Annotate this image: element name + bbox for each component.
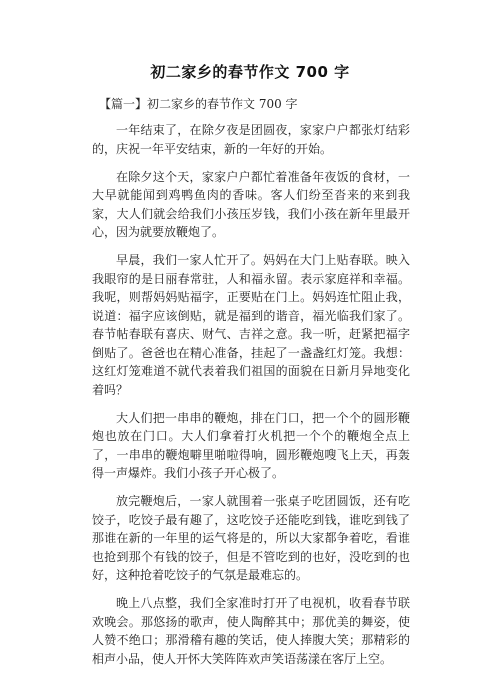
paragraph: 大人们把一串串的鞭炮，排在门口，把一个个的圆形鞭炮也放在门口。大人们拿着打火机把一个个的鞭炮全点上了，一串串的鞭炮噼里啪啦得响，圆形鞭炮嗖飞上天，再轰得一声爆炸。我们小孩子开心极了。: [92, 410, 410, 480]
paragraph: 一年结束了，在除夕夜是团圆夜，家家户户都张灯结彩的，庆祝一年平安结束，新的一年好的开始。: [92, 123, 410, 156]
section-heading: 【篇一】初二家乡的春节作文 700 字: [99, 97, 298, 111]
article-body: [92, 121, 410, 678]
paragraph: 在除夕这个天，家家户户都忙着准备年夜饭的食材，一大早就能闻到鸡鸭鱼肉的香味。客人们纷至沓来的来到我家，大人们就会给我们小孩压岁钱，我们小孩在新年里最开心，因为就要放鞭炮了。: [92, 169, 410, 239]
paragraph: 早晨，我们一家人忙开了。妈妈在大门上贴春联。映入我眼帘的是日丽春常驻，人和福永留。表示家庭祥和幸福。我呢，则帮妈妈贴福字，正要贴在门上。妈妈连忙阻止我，说道：福字应该倒贴，就是福到的谐音，福光临我们家了。春节帖春联有喜庆、财气、吉祥之意。我一听，赶紧把福字倒贴了。爸爸也在精心准备，挂起了一盏盏红灯笼。我想：这红灯笼难道不就代表着我们祖国的面貌在日新月异地变化着吗？: [92, 253, 410, 397]
paragraph: 放完鞭炮后，一家人就围着一张桌子吃团圆饭，还有吃饺子，吃饺子最有趣了，这吃饺子还能吃到钱，谁吃到钱了那谁在新的一年里的运气将是的，所以大家都争着吃，看谁也抢到那个有钱的饺子，但是不管吃到的也好，没吃到的也好，这种抢着吃饺子的气氛是最难忘的。: [92, 494, 410, 582]
paragraph: 晚上八点整，我们全家准时打开了电视机，收看春节联欢晚会。那悠扬的歌声，使人陶醉其中；那优美的舞姿，使人赞不绝口；那滑稽有趣的笑话，使人捧腹大笑；那精彩的相声小品，使人开怀大笑阵阵欢声笑语荡漾在客厅上空。: [92, 596, 410, 666]
document-title: 初二家乡的春节作文 700 字: [150, 63, 350, 81]
